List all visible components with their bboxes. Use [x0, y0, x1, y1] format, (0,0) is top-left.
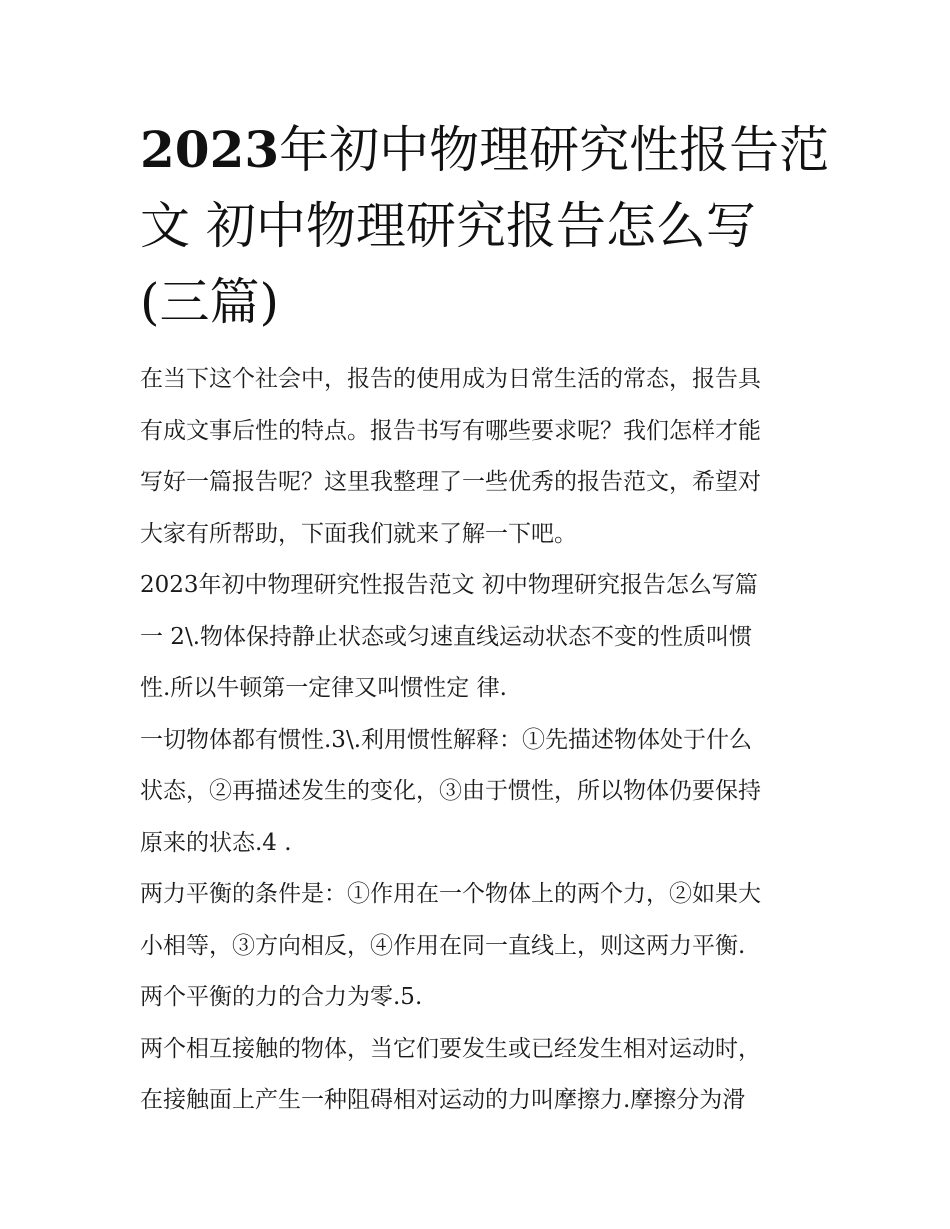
- title-line-3: (三篇): [140, 273, 280, 331]
- title-line-1-text: 年初中物理研究性报告范: [279, 121, 830, 179]
- body-line: 两个平衡的力的合力为零.5.: [140, 984, 423, 1010]
- section-heading-line: 2023年初中物理研究性报告范文 初中物理研究报告怎么写篇: [140, 572, 758, 598]
- title-year: 2023: [140, 120, 280, 179]
- body-line: 两个相互接触的物体，当它们要发生或已经发生相对运动时，: [140, 1035, 761, 1062]
- body-line: 在当下这个社会中，报告的使用成为日常生活的常态，报告具: [140, 366, 761, 392]
- body-line: 两力平衡的条件是：①作用在一个物体上的两个力，②如果大: [140, 881, 761, 907]
- body-line: 小相等，③方向相反，④作用在同一直线上，则这两力平衡.: [140, 932, 746, 959]
- body-line: 原来的状态.4 .: [140, 829, 292, 856]
- title-line-1: [140, 112, 830, 188]
- body-line: 一 2\.物体保持静止状态或匀速直线运动状态不变的性质叫惯: [140, 623, 753, 650]
- body-line: 在接触面上产生一种阻碍相对运动的力叫摩擦力.摩擦分为滑: [140, 1087, 746, 1113]
- document-body: [140, 354, 820, 1127]
- body-line: 性.所以牛顿第一定律又叫惯性定 律.: [140, 675, 507, 701]
- body-line: 大家有所帮助，下面我们就来了解一下吧。: [140, 520, 577, 547]
- document-title: [140, 112, 830, 340]
- title-line-2: 文 初中物理研究报告怎么写: [140, 197, 756, 255]
- body-line: 写好一篇报告呢？这里我整理了一些优秀的报告范文，希望对: [140, 469, 761, 495]
- body-line: 状态，②再描述发生的变化，③由于惯性，所以物体仍要保持: [140, 778, 761, 804]
- body-line: 有成文事后性的特点。报告书写有哪些要求呢？我们怎样才能: [140, 417, 761, 444]
- body-line: 一切物体都有惯性.3\.利用惯性解释：①先描述物体处于什么: [140, 726, 753, 753]
